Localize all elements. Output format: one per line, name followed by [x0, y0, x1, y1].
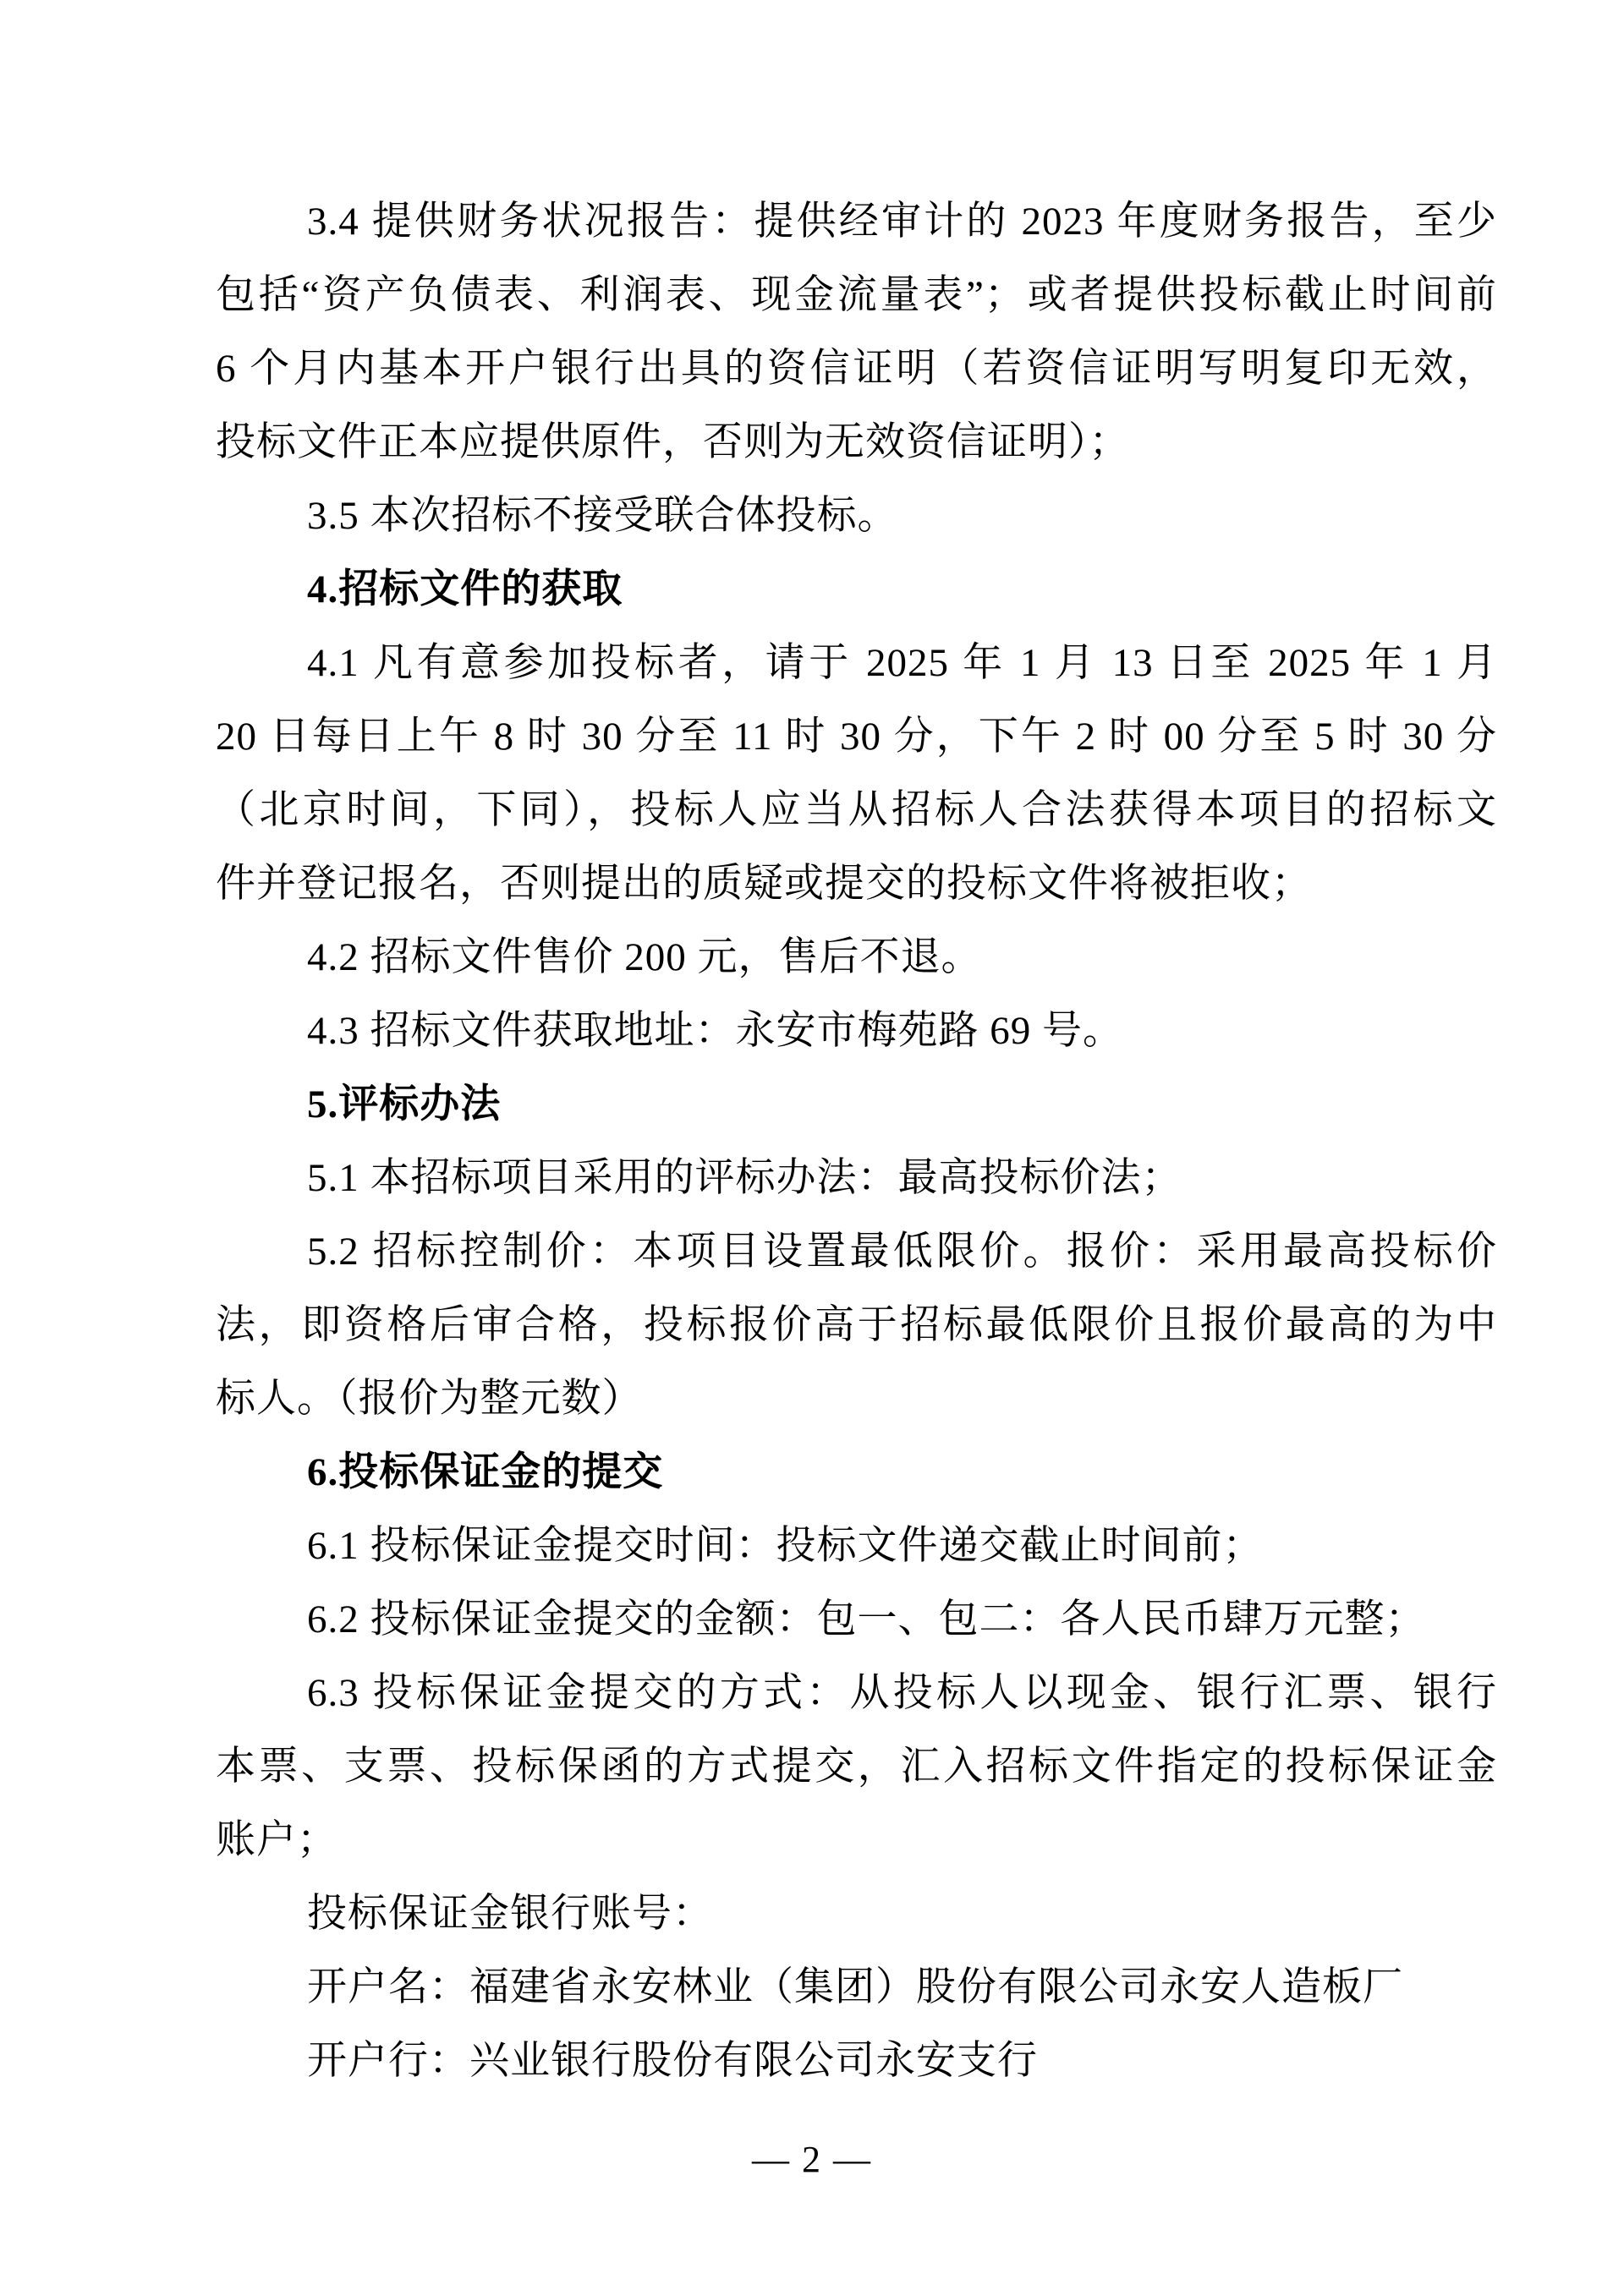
body-line: 5.1 本招标项目采用的评标办法：最高投标价法； [307, 1156, 1182, 1200]
body-line: 3.5 本次招标不接受联合体投标。 [307, 494, 898, 538]
document-body [216, 185, 1497, 2098]
body-line: 20 日每日上午 8 时 30 分至 11 时 30 分，下午 2 时 00 分至 5 时 30 分 [216, 715, 1497, 759]
body-line: 投标保证金银行账号： [307, 1892, 713, 1936]
body-line: 法，即资格后审合格，投标报价高于招标最低限价且报价最高的为中 [216, 1303, 1497, 1347]
section-heading: 6.投标保证金的提交 [307, 1450, 664, 1494]
body-line: 件并登记报名，否则提出的质疑或提交的投标文件将被拒收； [216, 862, 1312, 906]
body-line: 标人。（报价为整元数） [216, 1377, 643, 1421]
body-line: 包括“资产负债表、利润表、现金流量表”；或者提供投标截止时间前 [216, 273, 1497, 317]
body-line: 开户名：福建省永安林业（集团）股份有限公司永安人造板厂 [307, 1965, 1403, 2009]
body-line: 本票、支票、投标保函的方式提交，汇入招标文件指定的投标保证金 [216, 1745, 1497, 1789]
body-line: 4.3 招标文件获取地址：永安市梅苑路 69 号。 [307, 1009, 1123, 1053]
body-line: 6.2 投标保证金提交的金额：包一、包二：各人民币肆万元整； [307, 1597, 1426, 1641]
body-line: 5.2 招标控制价：本项目设置最低限价。报价：采用最高投标价 [307, 1230, 1497, 1274]
body-line: 开户行：兴业银行股份有限公司永安支行 [307, 2039, 1038, 2083]
body-line: 4.1 凡有意参加投标者，请于 2025 年 1 月 13 日至 2025 年 1 月 [307, 641, 1497, 685]
body-line: 3.4 提供财务状况报告：提供经审计的 2023 年度财务报告，至少 [307, 200, 1497, 244]
body-line: 账户； [216, 1818, 337, 1862]
section-heading: 4.招标文件的获取 [307, 567, 623, 611]
body-line: 投标文件正本应提供原件，否则为无效资信证明）； [216, 420, 1130, 464]
body-line: 6.3 投标保证金提交的方式：从投标人以现金、银行汇票、银行 [307, 1671, 1497, 1715]
body-line: 6.1 投标保证金提交时间：投标文件递交截止时间前； [307, 1524, 1264, 1568]
body-line: （北京时间，下同），投标人应当从招标人合法获得本项目的招标文 [216, 788, 1497, 832]
body-line: 6 个月内基本开户银行出具的资信证明（若资信证明写明复印无效， [216, 347, 1497, 391]
body-line: 4.2 招标文件售价 200 元，售后不退。 [307, 935, 982, 979]
page-number: — 2 — [752, 2139, 872, 2180]
section-heading: 5.评标办法 [307, 1082, 502, 1126]
